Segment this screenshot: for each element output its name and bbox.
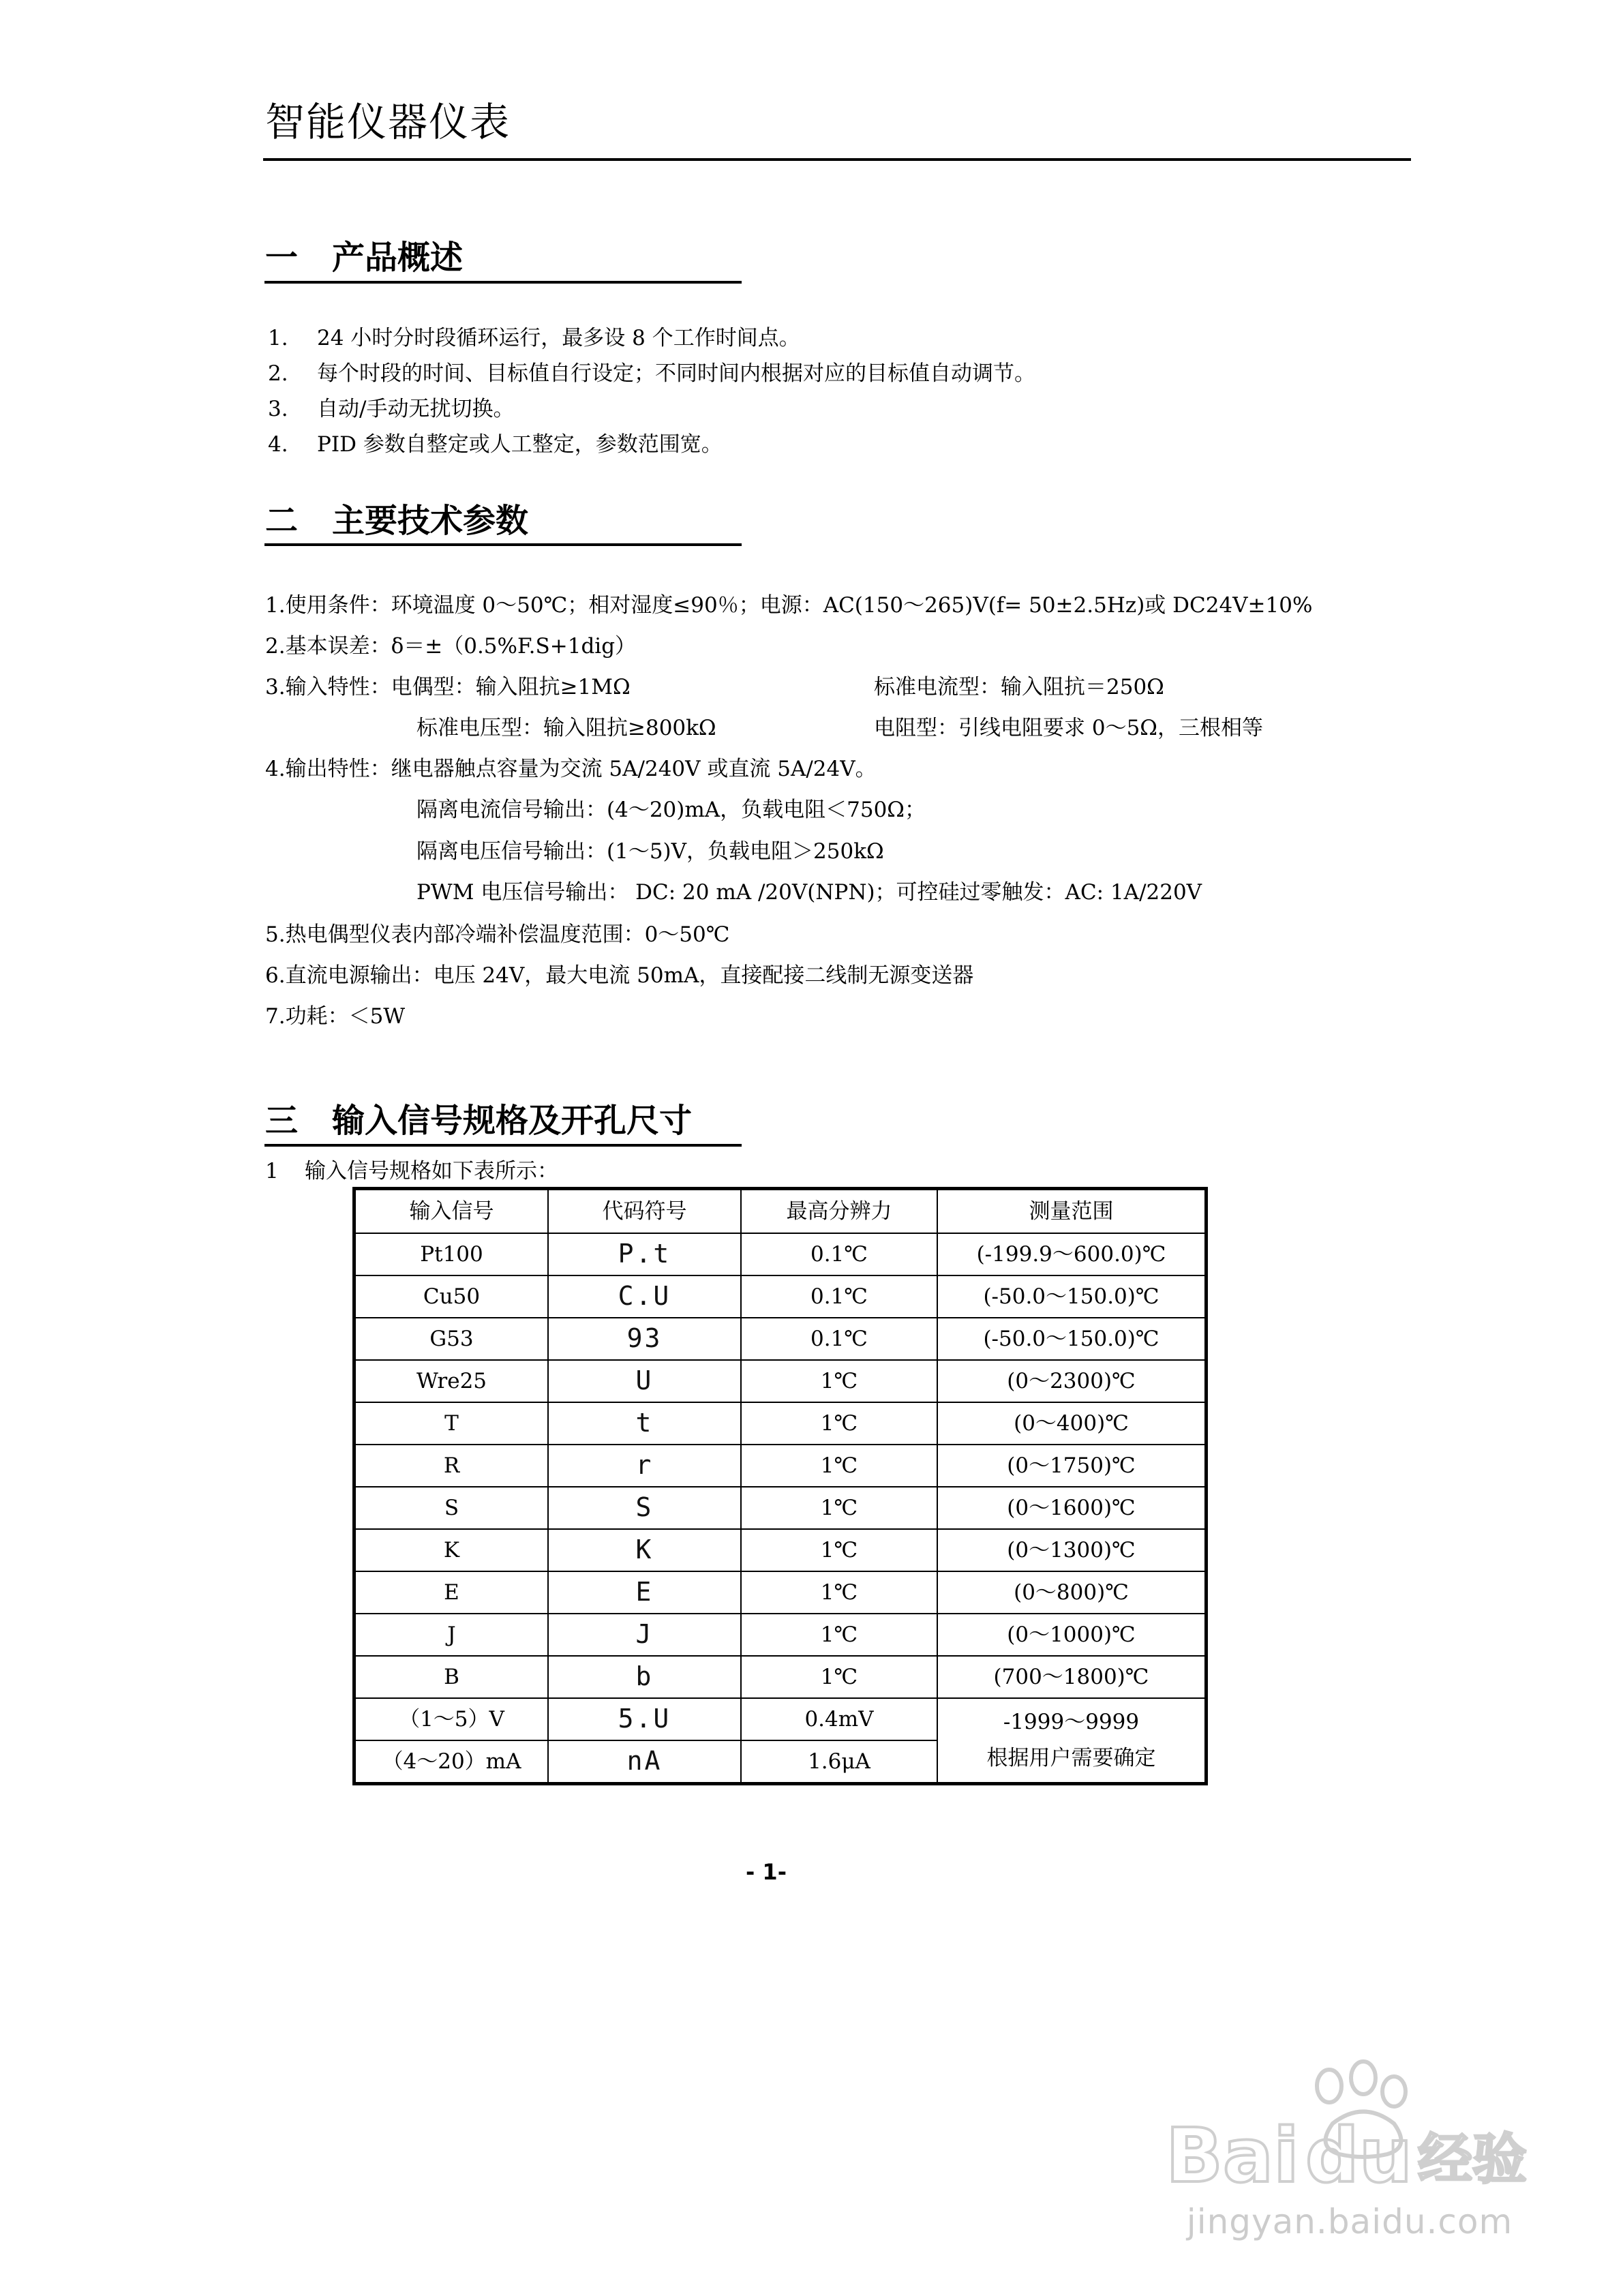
section-3-number: 三 [265, 1102, 299, 1140]
section-2-underline [264, 543, 742, 546]
cell-code: K [548, 1529, 741, 1571]
cell-resolution: 1.6μA [741, 1740, 937, 1784]
cell-signal: （4～20）mA [354, 1740, 549, 1784]
svg-text:Bai: Bai [1166, 2112, 1299, 2199]
section-1-underline [264, 281, 742, 284]
section-3-heading [265, 1103, 692, 1139]
cell-range: (0～1750)℃ [937, 1445, 1207, 1487]
cell-signal: R [354, 1445, 549, 1487]
cell-range: (0～1600)℃ [937, 1487, 1207, 1529]
feature-list-item: 3. 自动/手动无扰切换。 [268, 397, 515, 421]
cell-code: b [548, 1656, 741, 1698]
baidu-paw-logo-icon [1159, 2059, 1541, 2202]
cell-code: C.U [548, 1275, 741, 1318]
cell-resolution: 0.1℃ [741, 1275, 937, 1318]
cell-code: t [548, 1402, 741, 1445]
spec-cold-junction: 5.热电偶型仪表内部冷端补偿温度范围：0～50℃ [265, 922, 730, 947]
column-header: 最高分辨力 [741, 1189, 937, 1234]
cell-resolution: 1℃ [741, 1614, 937, 1656]
cell-code: nA [548, 1740, 741, 1784]
header-divider [263, 158, 1411, 161]
merged-range-note: 根据用户需要确定 [986, 1746, 1156, 1770]
cell-resolution: 1℃ [741, 1529, 937, 1571]
cell-range: (-50.0～150.0)℃ [937, 1318, 1207, 1360]
feature-list-item: 4. PID 参数自整定或人工整定，参数范围宽。 [268, 432, 723, 457]
table-row [354, 1275, 1207, 1318]
cell-resolution: 1℃ [741, 1445, 937, 1487]
cell-code: 93 [548, 1318, 741, 1360]
cell-resolution: 1℃ [741, 1571, 937, 1614]
cell-code: P.t [548, 1233, 741, 1275]
cell-range: (700～1800)℃ [937, 1656, 1207, 1698]
cell-range: (0～800)℃ [937, 1571, 1207, 1614]
input-signal-spec-table [352, 1187, 1208, 1785]
table-row [354, 1656, 1207, 1698]
spec-power-consumption: 7.功耗：＜5W [265, 1004, 406, 1029]
cell-resolution: 1℃ [741, 1487, 937, 1529]
table-row [354, 1614, 1207, 1656]
cell-code: r [548, 1445, 741, 1487]
svg-text:du: du [1305, 2112, 1413, 2199]
column-header: 代码符号 [548, 1189, 741, 1234]
table-row [354, 1360, 1207, 1402]
section-1-number: 一 [265, 239, 299, 277]
section-1-title: 产品概述 [332, 239, 464, 277]
watermark-url: jingyan.baidu.com [1186, 2202, 1513, 2241]
table-row [354, 1487, 1207, 1529]
table-row [354, 1571, 1207, 1614]
cell-range: (0～2300)℃ [937, 1360, 1207, 1402]
page-number: - 1- [746, 1859, 787, 1885]
cell-signal: Wre25 [354, 1360, 549, 1402]
cell-resolution: 0.1℃ [741, 1233, 937, 1275]
cell-signal: Cu50 [354, 1275, 549, 1318]
column-header: 输入信号 [354, 1189, 549, 1234]
table-header-row [354, 1189, 1207, 1234]
spec-input-resistance: 电阻型：引线电阻要求 0～5Ω，三根相等 [874, 716, 1264, 740]
cell-resolution: 1℃ [741, 1656, 937, 1698]
spec-dc-power-output: 6.直流电源输出：电压 24V，最大电流 50mA，直接配接二线制无源变送器 [265, 963, 974, 988]
section-2-number: 二 [265, 502, 299, 540]
cell-resolution: 1℃ [741, 1360, 937, 1402]
spec-output-pwm: PWM 电压信号输出： DC: 20 mA /20V(NPN)；可控硅过零触发：AC: 1A/220V [416, 880, 1202, 905]
svg-text:经验: 经验 [1418, 2128, 1527, 2191]
cell-code: E [548, 1571, 741, 1614]
cell-signal: S [354, 1487, 549, 1529]
section-1-heading [265, 240, 463, 276]
section-2-heading [265, 503, 528, 539]
cell-signal: E [354, 1571, 549, 1614]
cell-signal: （1～5）V [354, 1698, 549, 1740]
spec-input-current: 标准电流型：输入阻抗＝250Ω [874, 675, 1164, 699]
table-row [354, 1445, 1207, 1487]
cell-signal: T [354, 1402, 549, 1445]
spec-input-thermocouple: 3.输入特性：电偶型：输入阻抗≥1MΩ [265, 675, 631, 699]
cell-code: S [548, 1487, 741, 1529]
spec-output-voltage: 隔离电压信号输出：(1～5)V，负载电阻＞250kΩ [416, 839, 884, 864]
document-header-title: 智能仪器仪表 [265, 99, 511, 145]
cell-range: (0～1300)℃ [937, 1529, 1207, 1571]
spec-output-current: 隔离电流信号输出：(4～20)mA，负载电阻＜750Ω； [416, 798, 926, 822]
cell-resolution: 0.4mV [741, 1698, 937, 1740]
cell-range: (-199.9～600.0)℃ [937, 1233, 1207, 1275]
spec-output-relay: 4.输出特性：继电器触点容量为交流 5A/240V 或直流 5A/24V。 [265, 757, 877, 781]
table-row [354, 1698, 1207, 1740]
cell-signal: G53 [354, 1318, 549, 1360]
section-2-title: 主要技术参数 [332, 502, 529, 540]
section-3-title: 输入信号规格及开孔尺寸 [332, 1102, 693, 1140]
cell-resolution: 0.1℃ [741, 1318, 937, 1360]
section-3-underline [264, 1144, 742, 1147]
cell-code: 5.U [548, 1698, 741, 1740]
cell-signal: B [354, 1656, 549, 1698]
column-header: 测量范围 [937, 1189, 1207, 1234]
cell-signal: K [354, 1529, 549, 1571]
cell-range: (0～1000)℃ [937, 1614, 1207, 1656]
spec-input-voltage: 标准电压型：输入阻抗≥800kΩ [416, 716, 716, 740]
table-intro: 1 输入信号规格如下表所示： [265, 1159, 558, 1183]
cell-range: (0～400)℃ [937, 1402, 1207, 1445]
spec-basic-error: 2.基本误差：δ＝±（0.5%F.S+1dig） [265, 634, 637, 659]
feature-list-item: 2. 每个时段的时间、目标值自行设定；不同时间内根据对应的目标值自动调节。 [268, 361, 1035, 386]
table-row [354, 1318, 1207, 1360]
cell-resolution: 1℃ [741, 1402, 937, 1445]
cell-signal: Pt100 [354, 1233, 549, 1275]
spec-operating-conditions: 1.使用条件：环境温度 0～50℃；相对湿度≤90％；电源：AC(150～265)V(f= 50±2.5Hz)或 DC24V±10% [265, 593, 1313, 618]
cell-signal: J [354, 1614, 549, 1656]
cell-code: J [548, 1614, 741, 1656]
table-row [354, 1402, 1207, 1445]
cell-code: U [548, 1360, 741, 1402]
table-row [354, 1529, 1207, 1571]
feature-list-item: 1. 24 小时分时段循环运行，最多设 8 个工作时间点。 [268, 326, 800, 350]
table-row [354, 1233, 1207, 1275]
cell-range: (-50.0～150.0)℃ [937, 1275, 1207, 1318]
baidu-jingyan-watermark [1159, 2059, 1541, 2263]
cell-range-merged [937, 1698, 1207, 1784]
merged-range-value: -1999～9999 [1003, 1710, 1140, 1735]
